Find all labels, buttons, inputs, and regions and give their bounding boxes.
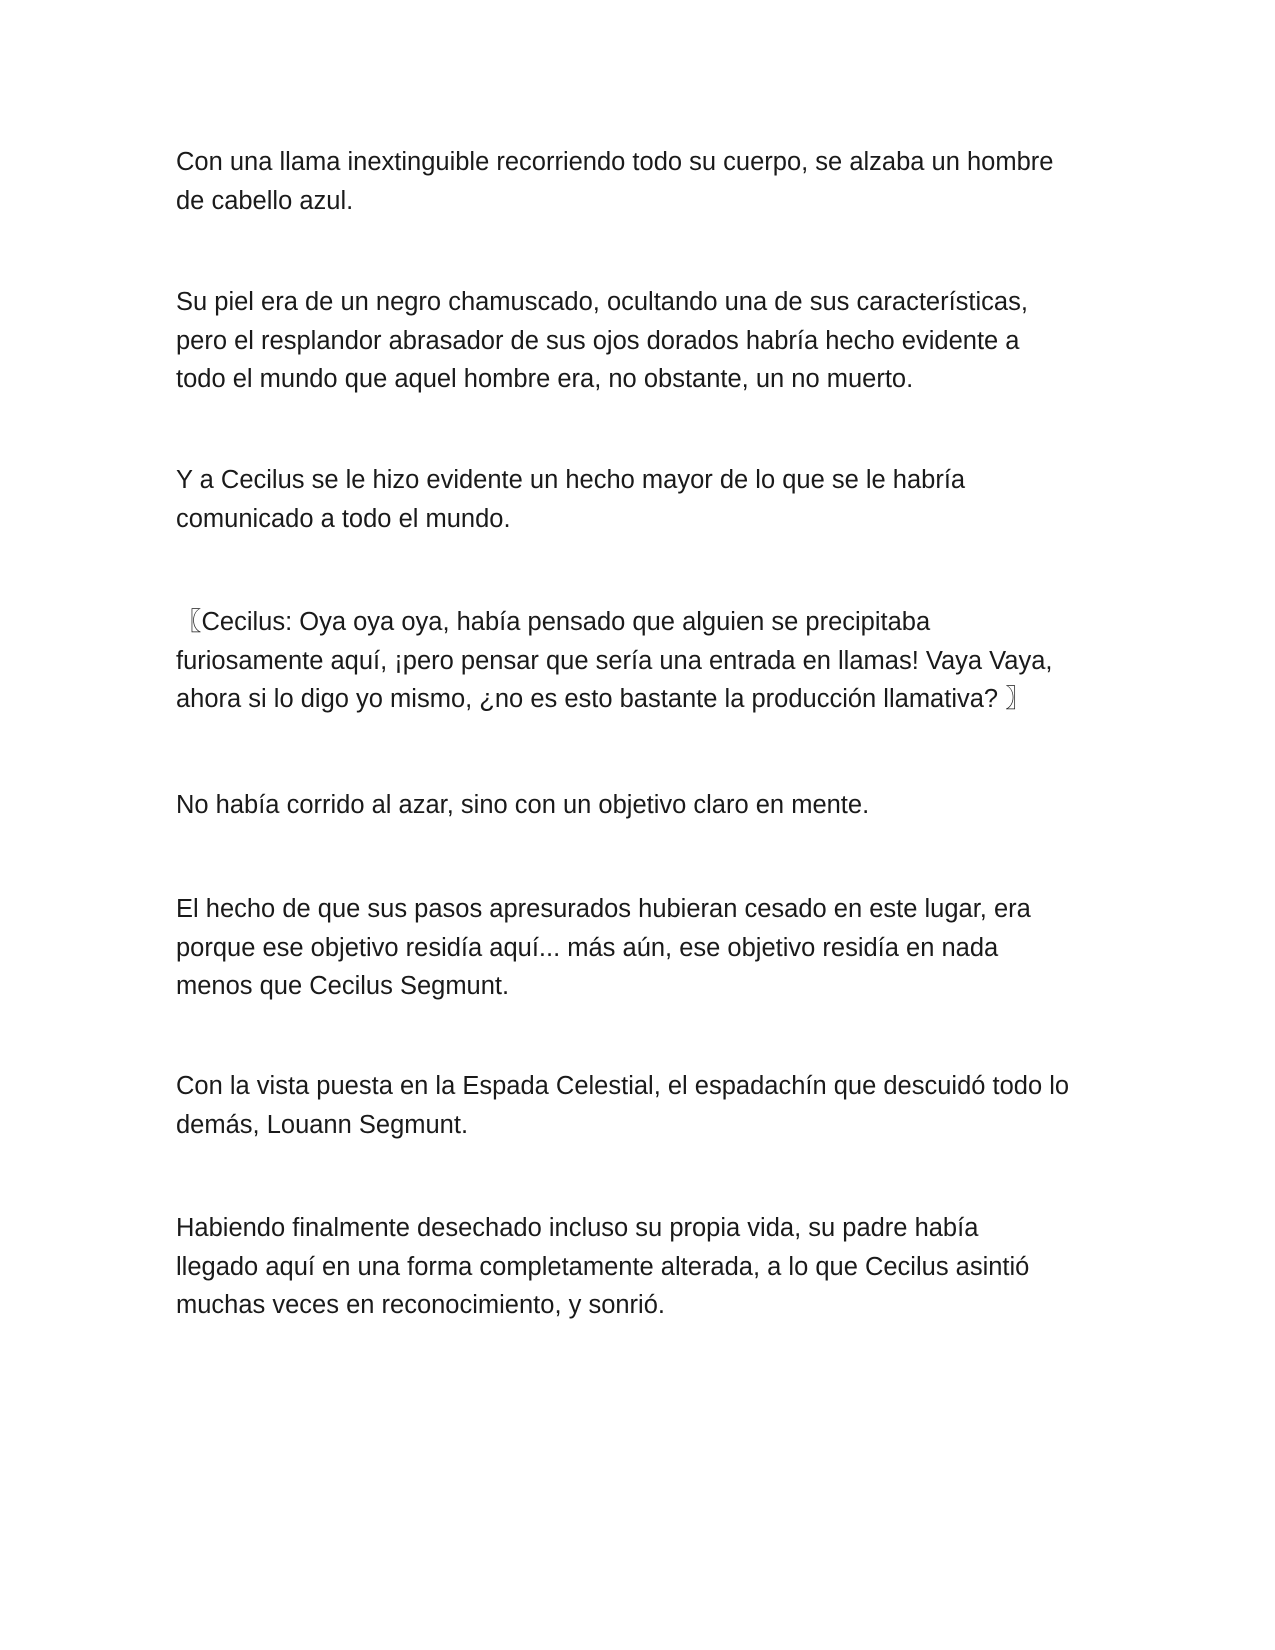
text-line: muchas veces en reconocimiento, y sonrió. (176, 1291, 665, 1319)
text-line: comunicado a todo el mundo. (176, 504, 511, 533)
text-line: 〖Cecilus: Oya oya oya, había pensado que alguien se precipitaba (176, 608, 931, 636)
paragraph-1 (176, 143, 1106, 220)
text-line: Y a Cecilus se le hizo evidente un hecho mayor de lo que se le habría (176, 466, 966, 494)
paragraph-2 (176, 283, 1106, 399)
paragraph-3 (176, 461, 1106, 538)
paragraph-6 (176, 890, 1106, 1006)
text-line: pero el resplandor abrasador de sus ojos dorados habría hecho evidente a (176, 326, 1020, 355)
text-line: No había corrido al azar, sino con un objetivo claro en mente. (176, 791, 870, 819)
paragraph-8 (176, 1209, 1106, 1325)
paragraph-5 (176, 786, 1106, 825)
text-line: furiosamente aquí, ¡pero pensar que sería una entrada en llamas! Vaya Vaya, (176, 646, 1053, 675)
paragraph-4-dialogue (176, 603, 1106, 719)
text-line: Con una llama inextinguible recorriendo todo su cuerpo, se alzaba un hombre (176, 148, 1054, 176)
text-line: ahora si lo digo yo mismo, ¿no es esto bastante la producción llamativa? 〗 (176, 685, 1031, 713)
text-line: llegado aquí en una forma completamente alterada, a lo que Cecilus asintió (176, 1252, 1030, 1281)
paragraph-7 (176, 1067, 1106, 1144)
text-line: menos que Cecilus Segmunt. (176, 972, 510, 1000)
text-line: todo el mundo que aquel hombre era, no obstante, un no muerto. (176, 365, 914, 393)
text-line: Su piel era de un negro chamuscado, ocultando una de sus características, (176, 288, 1028, 316)
text-line: porque ese objetivo residía aquí... más aún, ese objetivo residía en nada (176, 933, 999, 962)
text-line: Habiendo finalmente desechado incluso su propia vida, su padre había (176, 1214, 979, 1242)
text-line: de cabello azul. (176, 186, 354, 215)
text-line: demás, Louann Segmunt. (176, 1110, 469, 1139)
text-line: El hecho de que sus pasos apresurados hubieran cesado en este lugar, era (176, 895, 1031, 923)
text-line: Con la vista puesta en la Espada Celestial, el espadachín que descuidó todo lo (176, 1072, 1070, 1100)
